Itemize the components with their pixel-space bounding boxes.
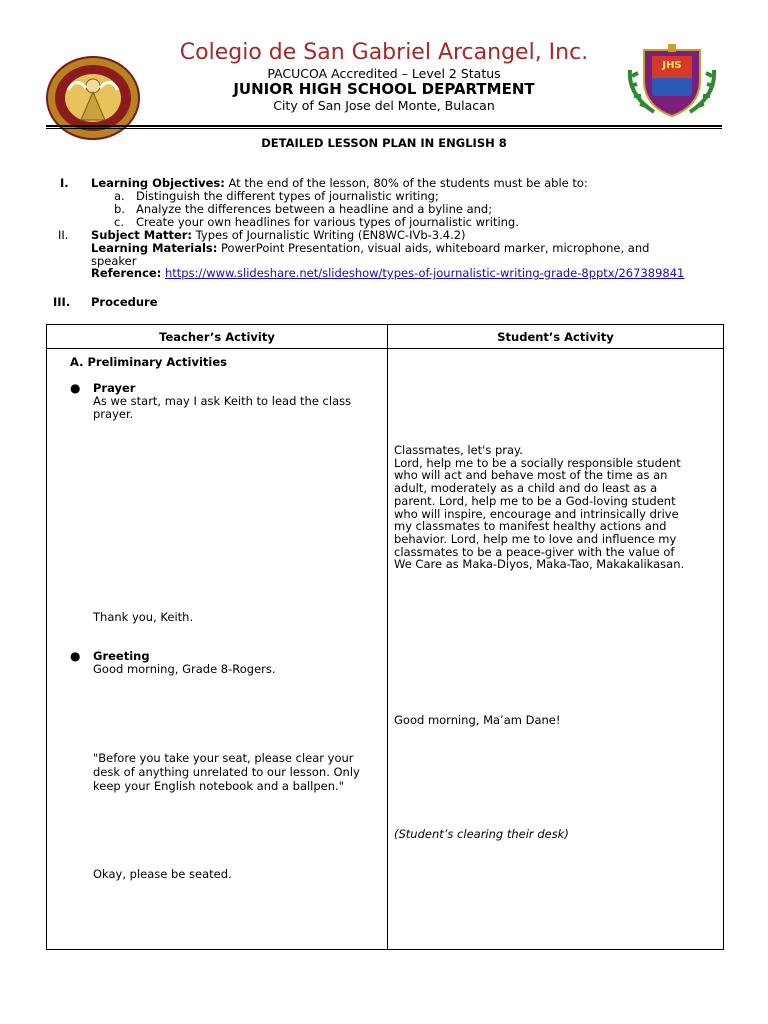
objective-c-letter: c.: [114, 215, 124, 229]
objective-a: Distinguish the different types of journalistic writing;: [136, 189, 439, 203]
student-activity-cell: [388, 349, 724, 950]
subject-matter-text: Types of Journalistic Writing (EN8WC-IVb-3.4.2): [192, 228, 466, 242]
prayer-text-1: As we start, may I ask Keith to lead the class: [93, 394, 352, 408]
learning-objectives-text: At the end of the lesson, 80% of the students must be able to:: [224, 176, 588, 190]
learning-materials-label: Learning Materials:: [91, 241, 218, 255]
prayer-title: Prayer: [93, 381, 136, 395]
learning-objectives-label: Learning Objectives:: [91, 176, 225, 190]
student-greeting: Good morning, Ma’am Dane!: [394, 713, 561, 727]
reference-link[interactable]: https://www.slideshare.net/slideshow/types-of-journalistic-writing-grade-8pptx/267389841: [165, 266, 685, 280]
prayer-line: behavior. Lord, help me to love and influence my: [394, 531, 677, 546]
reference: [91, 267, 761, 280]
objective-c: Create your own headlines for various types of journalistic writing.: [136, 215, 519, 229]
greeting-text: Good morning, Grade 8-Rogers.: [93, 662, 276, 676]
student-clearing: (Student’s clearing their desk): [394, 827, 569, 841]
accreditation: PACUCOA Accredited – Level 2 Status: [267, 66, 501, 81]
prayer-line: adult, moderately as a child and do least as a: [394, 481, 658, 496]
teacher-activity-cell: [47, 349, 388, 950]
objective-a-letter: a.: [114, 189, 125, 203]
procedure-table: [46, 324, 724, 950]
learning-materials: [91, 242, 731, 255]
section-2-number: II.: [58, 228, 69, 242]
location: City of San Jose del Monte, Bulacan: [273, 98, 495, 113]
prayer-line: We Care as Maka-Diyos, Maka-Tao, Makakalikasan.: [394, 557, 685, 572]
prayer-line: classmates to be a peace-giver with the value of: [394, 544, 675, 559]
document-title: DETAILED LESSON PLAN IN ENGLISH 8: [261, 136, 507, 150]
objective-b-letter: b.: [114, 202, 125, 216]
student-prayer: [394, 444, 684, 571]
bullet-icon: ●: [70, 649, 81, 663]
prayer-line: Lord, help me to be a socially responsible student: [394, 455, 681, 470]
subject-matter-label: Subject Matter:: [91, 228, 193, 242]
student-activity-header: Student’s Activity: [388, 325, 724, 349]
learning-materials-text: PowerPoint Presentation, visual aids, whiteboard marker, microphone, and: [217, 241, 650, 255]
prayer-text-2: prayer.: [93, 407, 134, 421]
clear-desk-text-1: "Before you take your seat, please clear your: [93, 751, 354, 765]
greeting-title: Greeting: [93, 649, 150, 663]
header-divider-thin: [46, 128, 722, 129]
prayer-line: parent. Lord, help me to be a God-loving student: [394, 493, 676, 508]
section-1-number: I.: [60, 176, 69, 190]
reference-label: Reference:: [91, 266, 162, 280]
objective-b: Analyze the differences between a headline and a byline and;: [136, 202, 493, 216]
clear-desk-text-3: keep your English notebook and a ballpen.": [93, 779, 344, 793]
prayer-line: who will act and behave most of the time as an: [394, 468, 668, 483]
preliminary-activities: A. Preliminary Activities: [70, 355, 227, 369]
procedure-heading: Procedure: [91, 295, 158, 309]
bullet-icon: ●: [70, 381, 81, 395]
teacher-activity-header: Teacher’s Activity: [47, 325, 388, 349]
header-divider: [46, 125, 722, 127]
learning-materials-cont: speaker: [91, 254, 137, 268]
thanks-text: Thank you, Keith.: [93, 610, 194, 624]
prayer-line: my classmates to manifest healthy actions and: [394, 519, 667, 534]
seated-text: Okay, please be seated.: [93, 867, 232, 881]
jhs-logo-label: JHS: [662, 60, 682, 71]
clear-desk-text-2: desk of anything unrelated to our lesson. Only: [93, 765, 360, 779]
prayer-line: who will inspire, encourage and intrinsically drive: [394, 506, 679, 521]
department: JUNIOR HIGH SCHOOL DEPARTMENT: [233, 80, 535, 98]
prayer-line: Classmates, let's pray.: [394, 443, 523, 457]
section-3-number: III.: [53, 295, 71, 309]
school-name: Colegio de San Gabriel Arcangel, Inc.: [179, 40, 589, 65]
